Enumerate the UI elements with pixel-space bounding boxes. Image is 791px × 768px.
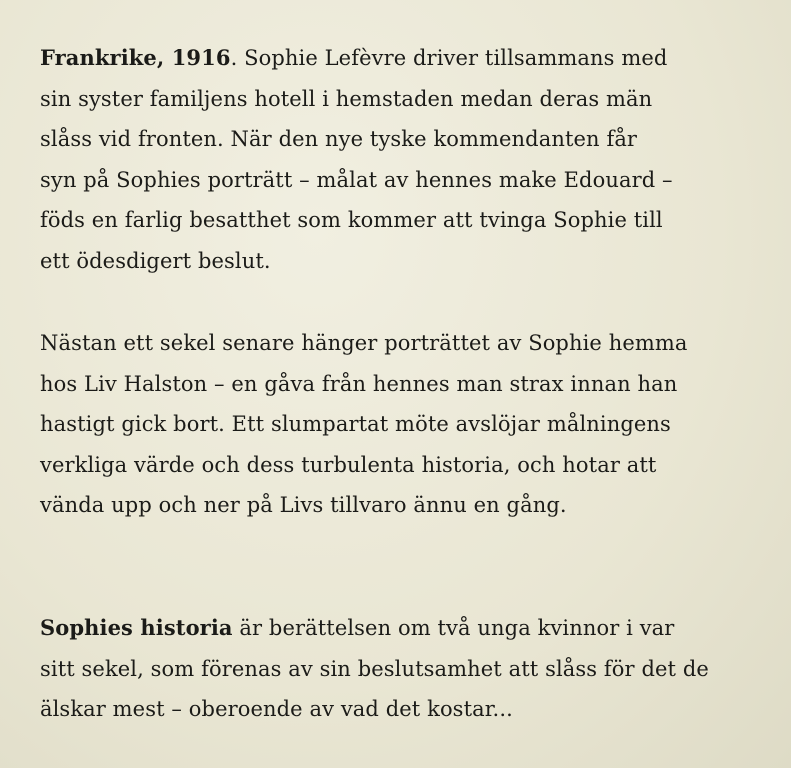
text-line: slåss vid fronten. När den nye tyske kommendanten får [40, 127, 638, 151]
lead-phrase: Sophies historia [40, 615, 233, 640]
text-line: sitt sekel, som förenas av sin beslutsamhet att slåss för det de [40, 656, 709, 681]
line-text: . Sophie Lefèvre driver tillsammans med [230, 46, 668, 70]
text-line [40, 608, 770, 649]
paragraph-2 [40, 323, 770, 526]
text-line: hastigt gick bort. Ett slumpartat möte avslöjar målningens [40, 412, 671, 436]
paragraph-1 [40, 38, 770, 281]
text-line: syn på Sophies porträtt – målat av hennes make Edouard – [40, 167, 673, 192]
paragraph-3 [40, 608, 770, 730]
text-line: ett ödesdigert beslut. [40, 248, 271, 273]
text-line: föds en farlig besatthet som kommer att tvinga Sophie till [40, 208, 663, 232]
text-line: älskar mest – oberoende av vad det kostar... [40, 697, 513, 721]
text-line [40, 38, 770, 79]
text-line: Nästan ett sekel senare hänger porträttet av Sophie hemma [40, 331, 688, 355]
text-line: vända upp och ner på Livs tillvaro ännu en gång. [40, 493, 567, 517]
text-line: verkliga värde och dess turbulenta historia, och hotar att [40, 452, 657, 477]
text-line: hos Liv Halston – en gåva från hennes man strax innan han [40, 371, 678, 396]
lead-phrase: Frankrike, 1916 [40, 45, 231, 70]
text-line: sin syster familjens hotell i hemstaden medan deras män [40, 86, 653, 111]
line-text: är berättelsen om två unga kvinnor i var [232, 616, 675, 640]
